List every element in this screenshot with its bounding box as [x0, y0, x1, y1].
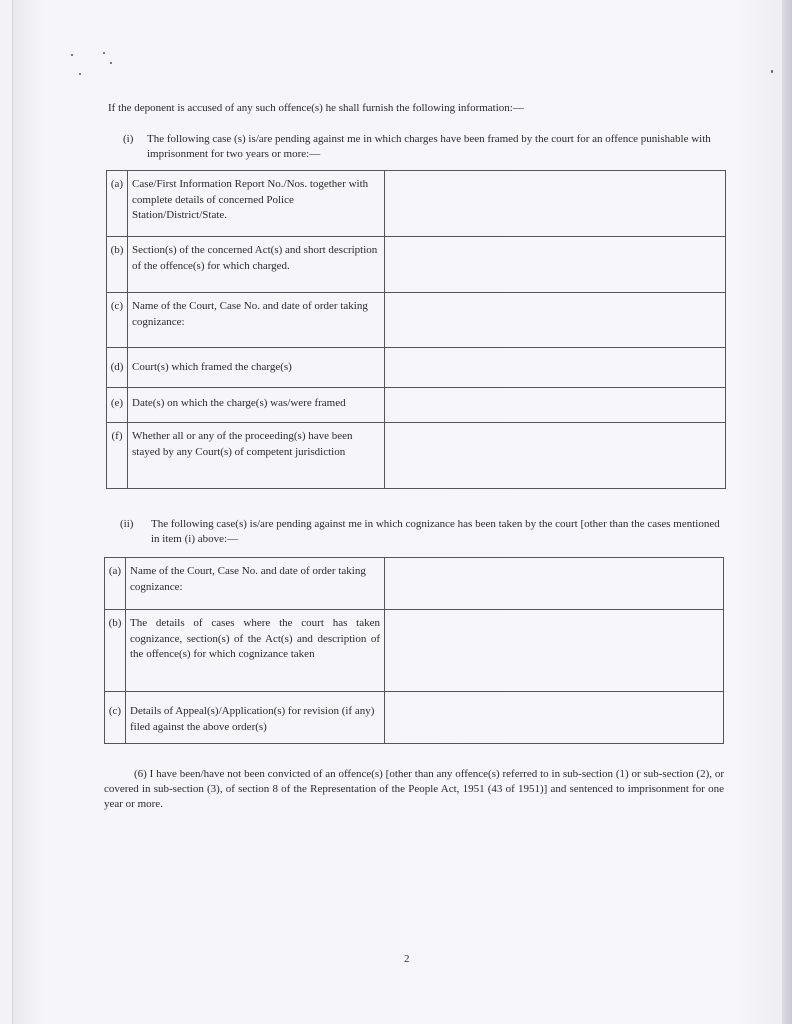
section-i-text: The following case (s) is/are pending against me in which charges have been framed by the court for an offence punishable with imprisonment for two years or more:—: [147, 133, 711, 160]
answer-cell[interactable]: [385, 692, 724, 744]
section-ii-heading: [120, 517, 730, 549]
page-edge: [782, 0, 792, 1024]
row-label: (a): [107, 171, 128, 237]
speck: [110, 62, 112, 64]
table-row: [105, 692, 724, 744]
row-description: The details of cases where the court has taken cognizance, section(s) of the Act(s) and description of the offence(s) for which cognizance taken: [126, 610, 385, 692]
answer-cell[interactable]: [385, 293, 726, 348]
table-row: [107, 348, 726, 388]
speck: [71, 54, 73, 56]
answer-cell[interactable]: [385, 237, 726, 293]
row-description: Name of the Court, Case No. and date of order taking cognizance:: [128, 293, 385, 348]
table-section-i: [106, 170, 726, 489]
answer-cell[interactable]: [385, 423, 726, 489]
section-i-heading: [123, 132, 733, 164]
table-row: [107, 423, 726, 489]
table-row: [105, 558, 724, 610]
answer-cell[interactable]: [385, 171, 726, 237]
row-label: (b): [107, 237, 128, 293]
row-label: (c): [107, 293, 128, 348]
row-label: (e): [107, 388, 128, 423]
row-description: Name of the Court, Case No. and date of order taking cognizance:: [126, 558, 385, 610]
row-description: Case/First Information Report No./Nos. together with complete details of concerned Police Station/District/State.: [128, 171, 385, 237]
answer-cell[interactable]: [385, 558, 724, 610]
intro-text: If the deponent is accused of any such offence(s) he shall furnish the following information:—: [108, 102, 524, 114]
row-description: Date(s) on which the charge(s) was/were framed: [128, 388, 385, 423]
row-label: (b): [105, 610, 126, 692]
table-row: [107, 237, 726, 293]
table-row: [105, 610, 724, 692]
table-row: [107, 388, 726, 423]
row-description: Details of Appeal(s)/Application(s) for revision (if any) filed against the above order(s): [126, 692, 385, 744]
speck: [771, 70, 773, 73]
row-description: Whether all or any of the proceeding(s) have been stayed by any Court(s) of competent jurisdiction: [128, 423, 385, 489]
row-label: (c): [105, 692, 126, 744]
row-label: (f): [107, 423, 128, 489]
table-row: [107, 171, 726, 237]
section-i-number: (i): [123, 133, 134, 145]
paragraph-6: (6) I have been/have not been convicted of an offence(s) [other than any offence(s) referred to in sub-section (1) or sub-section (2), or covered in sub-section (3), of section 8 of the Representation of the People Act, 1951 (43 of 1951)] and sentenced to imprisonment for one year or more.: [104, 768, 724, 810]
table-row: [107, 293, 726, 348]
answer-cell[interactable]: [385, 388, 726, 423]
row-description: Court(s) which framed the charge(s): [128, 348, 385, 388]
row-label: (a): [105, 558, 126, 610]
row-description: Section(s) of the concerned Act(s) and short description of the offence(s) for which charged.: [128, 237, 385, 293]
page-number: 2: [404, 953, 410, 965]
answer-cell[interactable]: [385, 610, 724, 692]
section-ii-number: (ii): [120, 518, 134, 530]
row-label: (d): [107, 348, 128, 388]
speck: [79, 73, 81, 75]
answer-cell[interactable]: [385, 348, 726, 388]
speck: [103, 52, 105, 54]
section-ii-text: The following case(s) is/are pending against me in which cognizance has been taken by the court [other than the cases mentioned in item (i) above:—: [151, 518, 720, 545]
table-section-ii: [104, 557, 724, 744]
